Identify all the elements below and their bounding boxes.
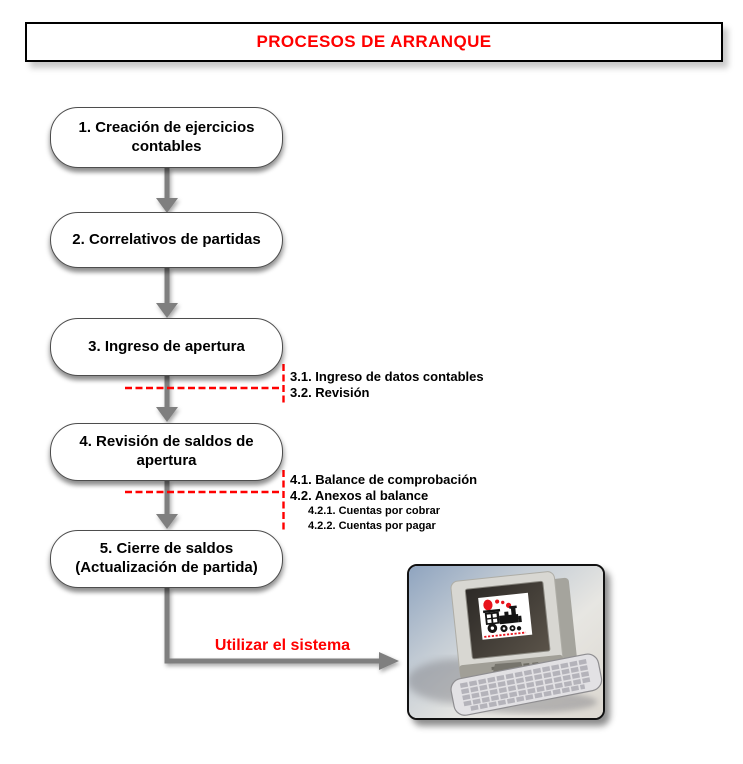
step4-substeps	[290, 472, 477, 534]
substep-4-2-1: 4.2.1. Cuentas por cobrar	[308, 505, 441, 517]
use-system-label: Utilizar el sistema	[214, 637, 351, 654]
substep-3-2: 3.2. Revisión	[290, 385, 370, 400]
arrow-step3-step4	[156, 376, 178, 422]
substep-4-2: 4.2. Anexos al balance	[290, 488, 429, 503]
substep-4-1: 4.1. Balance de comprobación	[290, 472, 478, 487]
arrow-step5-computer	[167, 588, 399, 670]
arrow-step2-step3	[156, 268, 178, 318]
process-step-2	[50, 212, 283, 268]
train-logo-icon	[478, 593, 532, 640]
process-step-1	[50, 107, 283, 168]
process-step-3-label: 3. Ingreso de apertura	[88, 337, 245, 355]
substep-4-2-2: 4.2.2. Cuentas por pagar	[308, 520, 436, 532]
computer-illustration	[407, 564, 605, 720]
process-step-2-label: 2. Correlativos de partidas	[72, 230, 261, 248]
title-banner	[25, 22, 723, 62]
process-step-4-label: 4. Revisión de saldos de apertura	[79, 433, 254, 469]
process-step-5	[50, 530, 283, 588]
process-step-1-label: 1. Creación de ejercicios contables	[78, 118, 255, 155]
arrow-step1-step2	[156, 168, 178, 213]
page-title: PROCESOS DE ARRANQUE	[256, 32, 492, 51]
step3-substeps	[290, 369, 484, 401]
process-step-3	[50, 318, 283, 376]
process-step-5-label: 5. Cierre de saldos (Actualización de partida)	[75, 540, 258, 576]
computer-icon	[409, 566, 603, 718]
arrow-step4-step5	[156, 481, 178, 529]
substep-3-1: 3.1. Ingreso de datos contables	[290, 369, 484, 384]
process-step-4	[50, 423, 283, 481]
